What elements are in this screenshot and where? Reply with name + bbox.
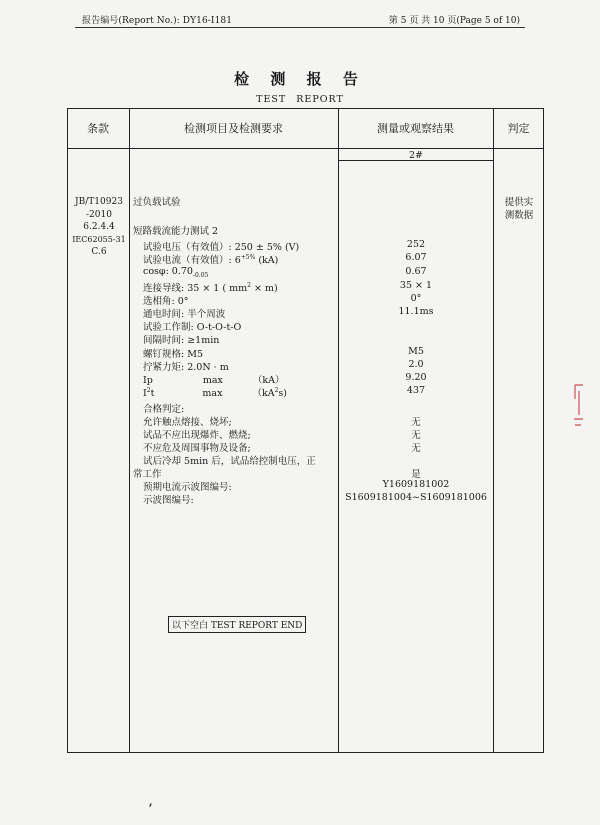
- column-header-result: 测量或观察结果: [377, 122, 454, 135]
- result-value: Y1609181002: [382, 479, 450, 490]
- result-value: 437: [406, 385, 426, 396]
- end-of-report-note: 以下空白 TEST REPORT END: [168, 616, 306, 633]
- page-subtitle: TEST REPORT: [256, 94, 344, 105]
- req-line: 常工作: [133, 469, 162, 480]
- column-header-clause: 条款: [87, 122, 109, 135]
- req-line: 通电时间: 半个周波: [143, 309, 226, 320]
- req-line: 间隔时间: ≥1min: [143, 335, 220, 346]
- req-line: 试后冷却 5min 后，试品给控制电压，正: [143, 456, 316, 467]
- result-value: 是: [411, 469, 421, 480]
- req-line: 允许触点熔接、烧坏;: [143, 417, 232, 428]
- req-line: 试品不应出现爆炸、燃烧;: [143, 430, 251, 441]
- req-line: $I^2t$ $\max (kA^2s)$: [143, 386, 287, 399]
- req-line: 短路载流能力测试 2: [133, 226, 219, 237]
- table-divider: [338, 108, 339, 753]
- result-value: 0°: [410, 293, 422, 304]
- req-line: 试验工作制: O-t-O-t-O: [143, 322, 242, 333]
- result-value: 0.67: [405, 266, 427, 277]
- judgement: [494, 196, 544, 222]
- page-title: 检 测 报 告: [234, 70, 366, 88]
- sample-id: 2#: [408, 150, 423, 161]
- clause-line: 6.2.4.4: [83, 222, 115, 232]
- result-value: 252: [406, 239, 426, 250]
- req-line: 合格判定:: [143, 404, 185, 415]
- seal-stamp-fragment: [571, 375, 585, 435]
- clause-line: IEC62055-31: [72, 234, 126, 244]
- req-line: 螺钉规格: M5: [143, 349, 203, 360]
- table-header-rule: [67, 148, 544, 149]
- judgement-line: 测数据: [504, 210, 534, 221]
- result-value: 无: [411, 430, 421, 441]
- req-line: Ip max （kA）: [143, 375, 285, 386]
- req-line: 试验电压（有效值）: 250 ± 5% (V): [143, 242, 300, 253]
- result-value: 11.1ms: [398, 306, 434, 317]
- req-line: 连接导线: 35 × 1 ( $mm^2 \times m$): [143, 281, 278, 294]
- result-value: 9.20: [405, 372, 427, 383]
- req-line: 示波图编号:: [143, 495, 194, 506]
- ink-mark: ,: [149, 797, 153, 808]
- result-value: 35 × 1: [399, 280, 433, 291]
- column-header-item: 检测项目及检测要求: [184, 122, 283, 135]
- req-line: 拧紧力矩: 2.0N · m: [143, 362, 229, 373]
- column-header-judgement: 判定: [507, 122, 530, 135]
- result-value: 2.0: [408, 359, 424, 370]
- clause-reference: [70, 196, 128, 259]
- req-line: 试验电流（有效值）: $6^{+5\%}$ (kA): [143, 253, 279, 266]
- clause-line: C.6: [91, 247, 107, 257]
- req-line: 选相角: 0°: [143, 296, 189, 307]
- report-number: 报告编号(Report No.): DY16-I181: [82, 16, 233, 26]
- req-line: cosφ: $0.70_{-0.05}$: [143, 266, 209, 279]
- clause-line: JB/T10923: [75, 197, 123, 207]
- judgement-line: 提供实: [504, 197, 534, 208]
- result-value: 无: [411, 417, 421, 428]
- clause-line: -2010: [86, 209, 112, 220]
- result-value: 6.07: [405, 252, 427, 263]
- req-line: 预期电流示波图编号:: [143, 482, 232, 493]
- req-line: 过负载试验: [133, 197, 181, 208]
- header-divider: [75, 27, 525, 28]
- page-indicator: 第 5 页 共 10 页(Page 5 of 10): [388, 16, 520, 26]
- table-divider: [129, 108, 130, 753]
- result-value: 无: [411, 443, 421, 454]
- result-value: M5: [408, 346, 424, 357]
- req-line: 不应危及周围事物及设备;: [143, 443, 251, 454]
- result-value: S1609181004~S1609181006: [345, 492, 487, 503]
